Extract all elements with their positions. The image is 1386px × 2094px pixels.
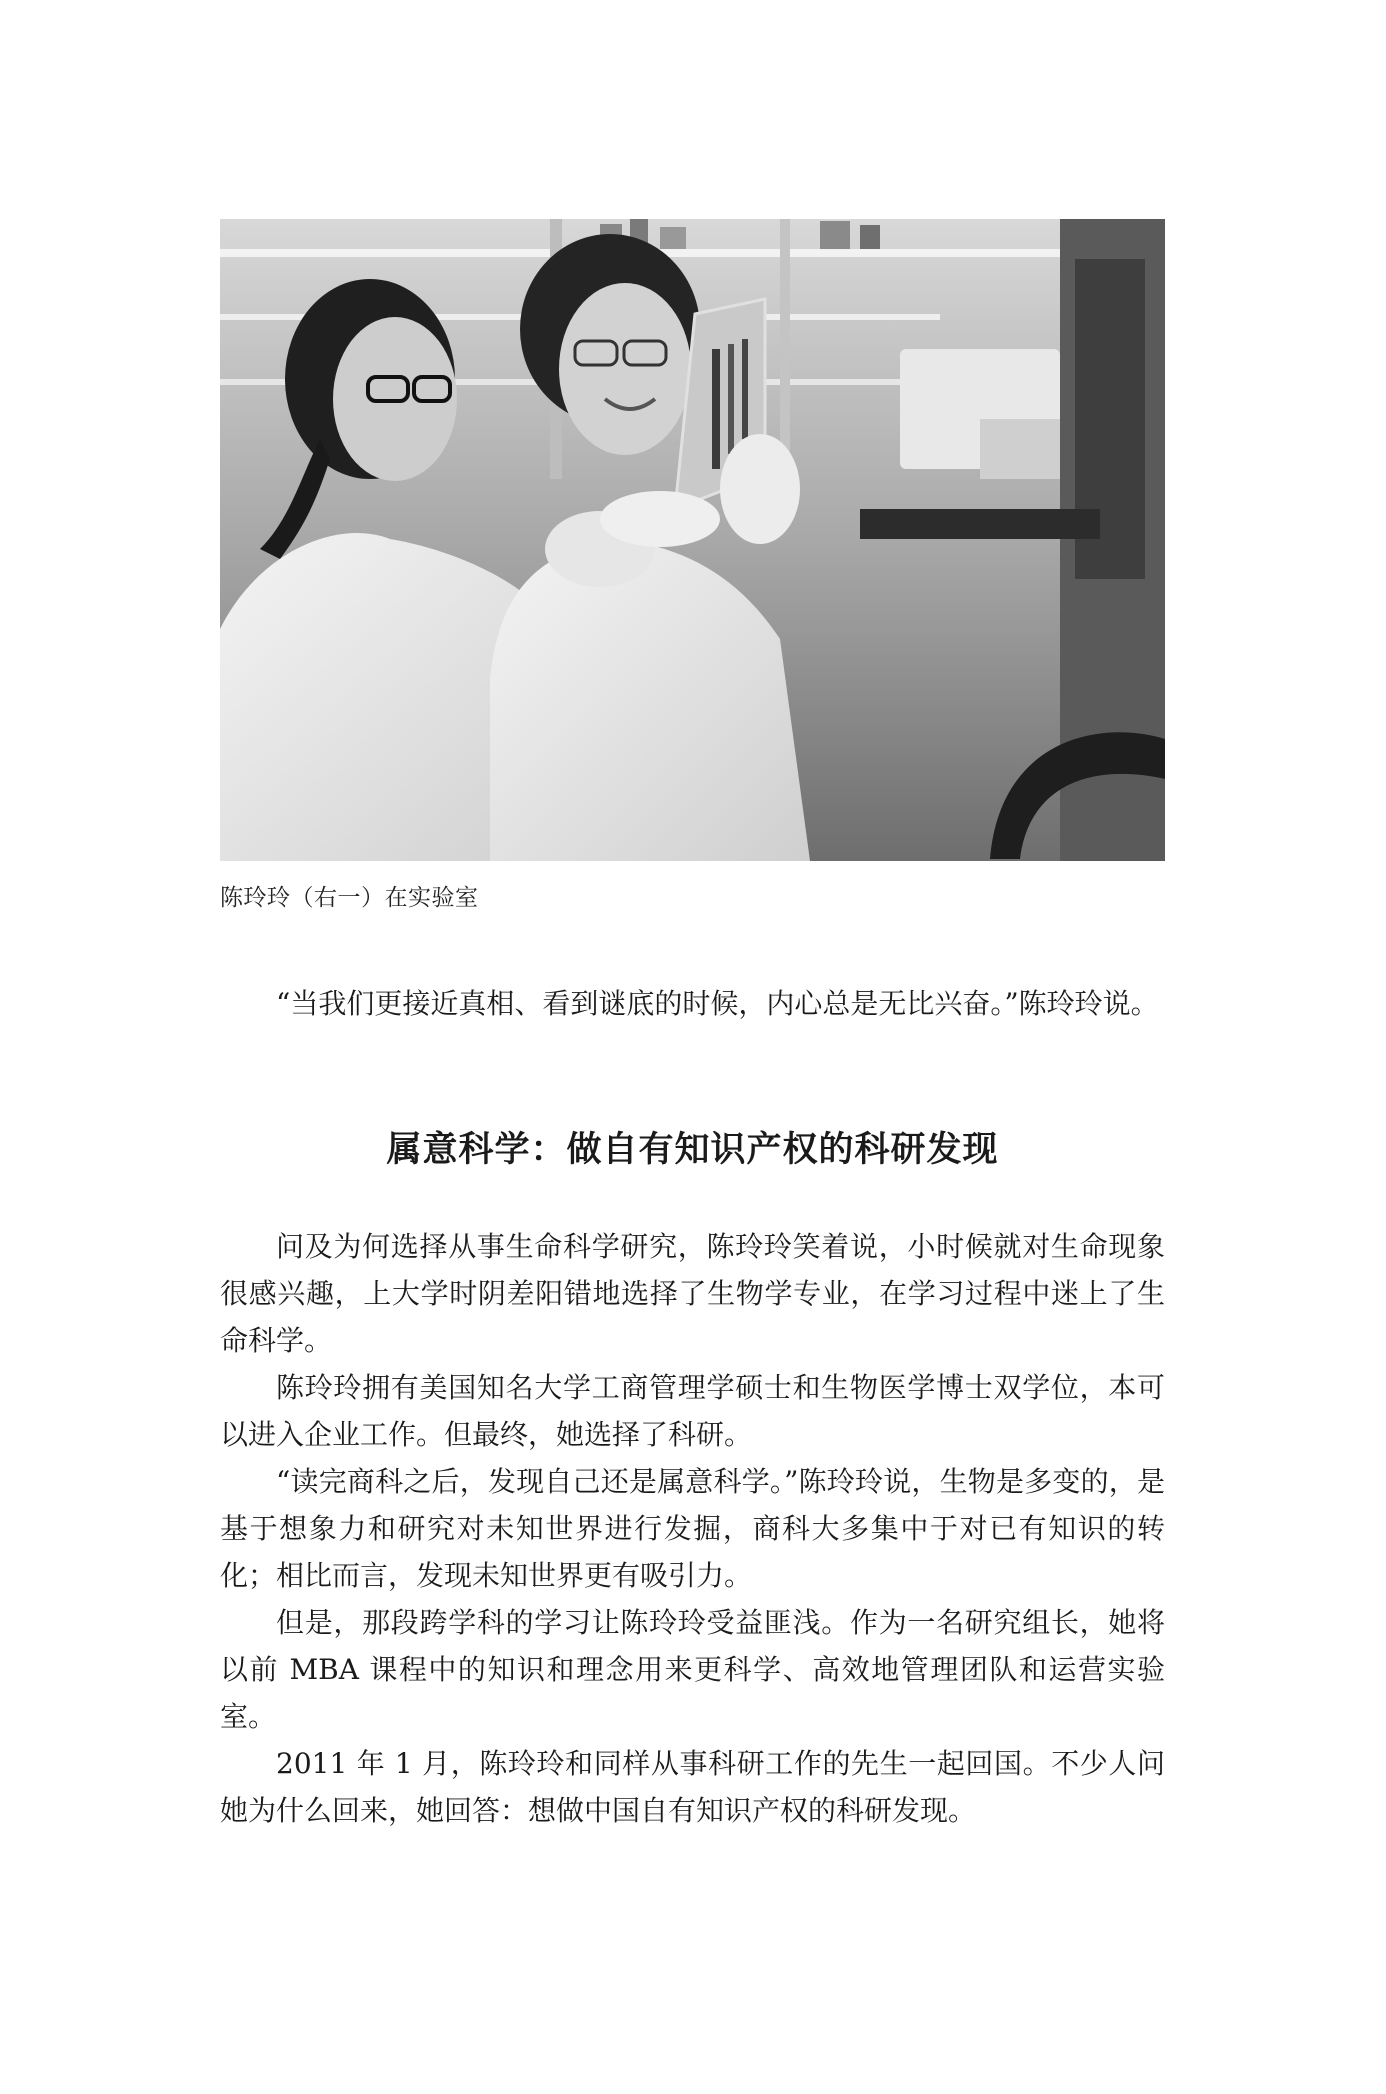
section-body xyxy=(220,1223,1165,1834)
section-heading: 属意科学：做自有知识产权的科研发现 xyxy=(386,1129,999,1170)
intro-quote-paragraph: “当我们更接近真相、看到谜底的时候，内心总是无比兴奋。”陈玲玲说。 xyxy=(276,987,1159,1020)
body-paragraph: 2011 年 1 月，陈玲玲和同样从事科研工作的先生一起回国。不少人问她为什么回来，她回答：想做中国自有知识产权的科研发现。 xyxy=(220,1747,1165,1827)
body-paragraph: “读完商科之后，发现自己还是属意科学。”陈玲玲说，生物是多变的，是基于想象力和研究对未知世界进行发掘，商科大多集中于对已有知识的转化；相比而言，发现未知世界更有吸引力。 xyxy=(220,1465,1165,1592)
photo-caption: 陈玲玲（右一）在实验室 xyxy=(220,885,479,911)
body-paragraph: 陈玲玲拥有美国知名大学工商管理学硕士和生物医学博士双学位，本可以进入企业工作。但最终，她选择了科研。 xyxy=(220,1371,1165,1451)
lab-photo xyxy=(220,219,1165,861)
intro-quote-block xyxy=(220,980,1165,1027)
body-paragraph: 但是，那段跨学科的学习让陈玲玲受益匪浅。作为一名研究组长，她将以前 MBA 课程中的知识和理念用来更科学、高效地管理团队和运营实验室。 xyxy=(220,1606,1165,1733)
lab-photo-illustration xyxy=(220,219,1165,861)
body-paragraph: 问及为何选择从事生命科学研究，陈玲玲笑着说，小时候就对生命现象很感兴趣，上大学时阴差阳错地选择了生物学专业，在学习过程中迷上了生命科学。 xyxy=(220,1230,1165,1357)
